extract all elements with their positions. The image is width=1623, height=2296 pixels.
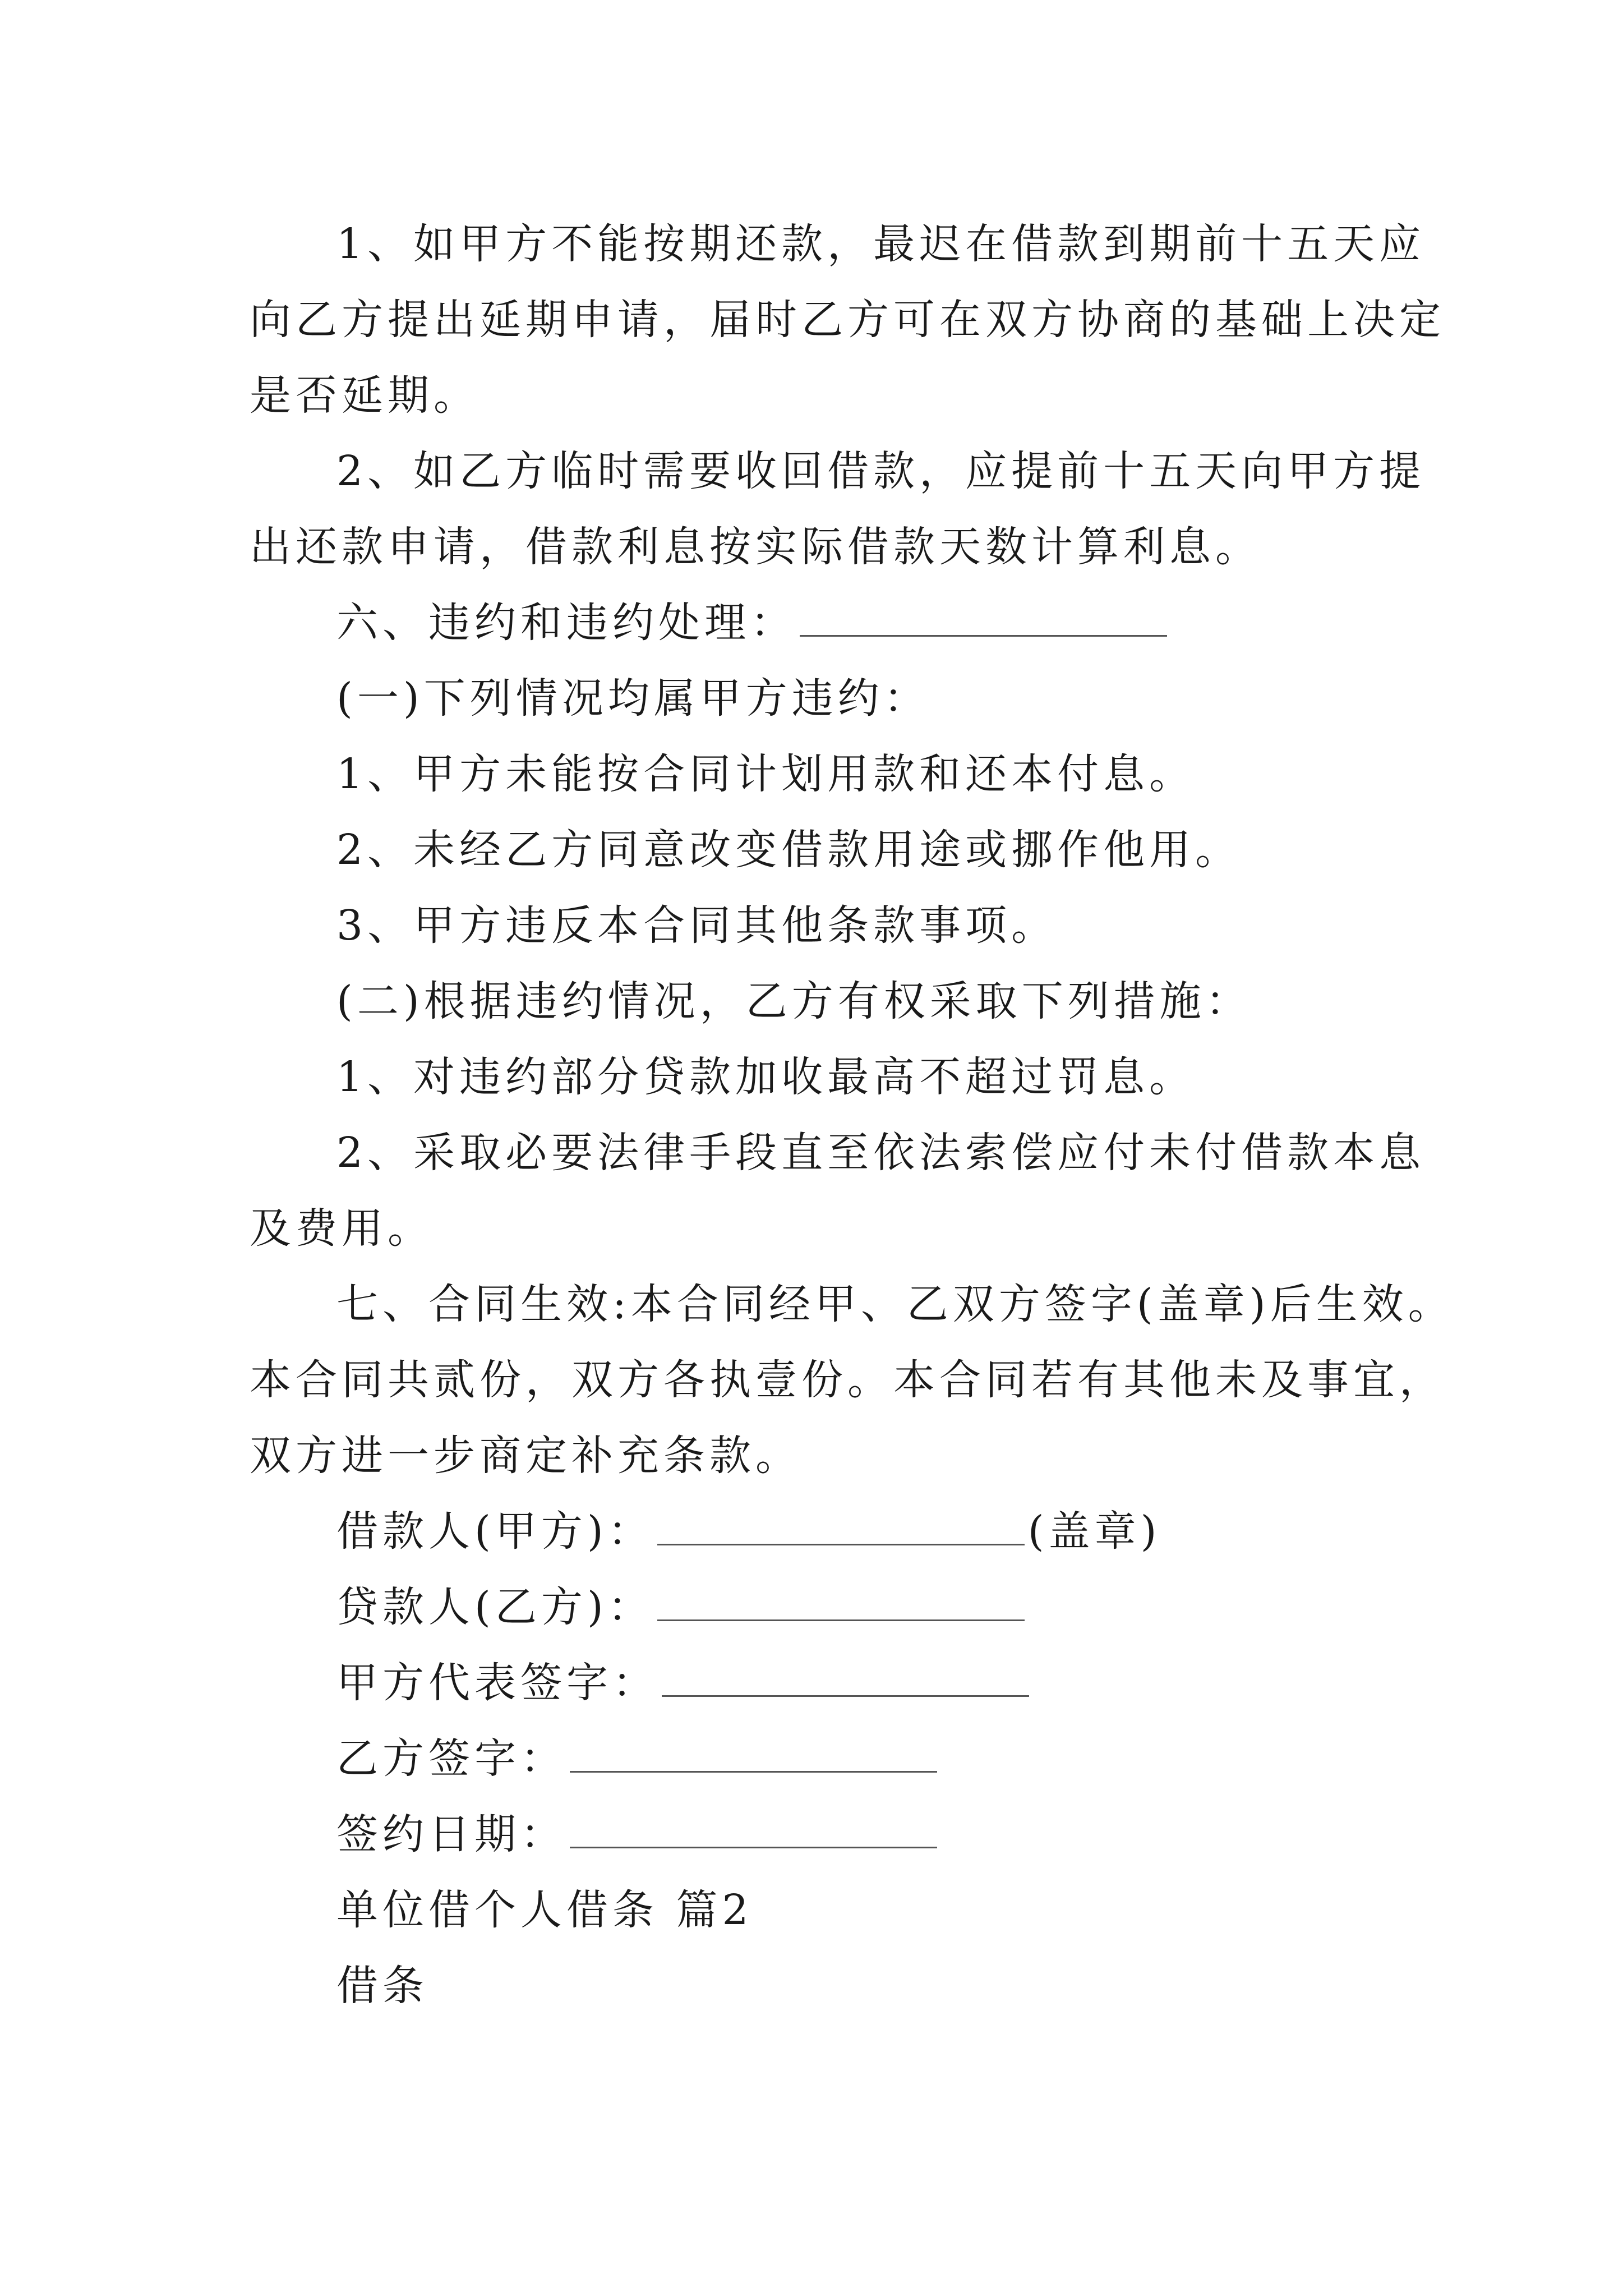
paragraph-line: (二)根据违约情况，乙方有权采取下列措施：: [336, 977, 1252, 1025]
signature-party-a-rep: [336, 1655, 1032, 1711]
sign-date-label: 签约日期：: [336, 1810, 566, 1858]
signature-lender: [336, 1579, 1028, 1635]
next-section-title: 单位借个人借条 篇2: [336, 1886, 753, 1934]
lender-blank[interactable]: [657, 1586, 1025, 1621]
paragraph-line: 出还款申请，借款利息按实际借款天数计算利息。: [250, 523, 1261, 571]
paragraph-line: 及费用。: [250, 1204, 434, 1253]
next-section-subtitle: 借条: [336, 1962, 428, 2010]
section-heading-breach: [336, 595, 1170, 651]
signature-borrower: [336, 1503, 1161, 1559]
paragraph-line: 是否延期。: [250, 371, 479, 420]
paragraph-line: 2、未经乙方同意改变借款用途或挪作他用。: [336, 826, 1242, 874]
paragraph-line: 本合同共贰份，双方各执壹份。本合同若有其他未及事宜，: [250, 1356, 1445, 1404]
paragraph-line: (一)下列情况均属甲方违约：: [336, 674, 930, 723]
party-b-sign-blank[interactable]: [570, 1737, 937, 1773]
paragraph-line: 2、采取必要法律手段直至依法索偿应付未付借款本息: [336, 1129, 1426, 1177]
seal-note: (盖章): [1027, 1507, 1161, 1556]
signature-date: [336, 1806, 940, 1862]
lender-label: 贷款人(乙方)：: [336, 1583, 654, 1631]
paragraph-line: 向乙方提出延期申请，届时乙方可在双方协商的基础上决定: [250, 296, 1445, 344]
section-heading-text: 六、违约和违约处理：: [336, 599, 796, 647]
party-b-sign-label: 乙方签字：: [336, 1734, 566, 1783]
paragraph-line: 3、甲方违反本合同其他条款事项。: [336, 901, 1058, 950]
paragraph-line: 1、对违约部分贷款加收最高不超过罚息。: [336, 1053, 1196, 1101]
paragraph-line: 1、甲方未能按合同计划用款和还本付息。: [336, 750, 1196, 798]
sign-date-blank[interactable]: [570, 1813, 937, 1848]
paragraph-line: 七、合同生效:本合同经甲、乙双方签字(盖章)后生效。: [336, 1280, 1454, 1328]
fill-in-blank[interactable]: [800, 601, 1167, 637]
paragraph-line: 1、如甲方不能按期还款，最迟在借款到期前十五天应: [336, 220, 1426, 268]
party-a-rep-blank[interactable]: [662, 1662, 1029, 1697]
party-a-rep-label: 甲方代表签字：: [336, 1659, 658, 1707]
signature-party-b: [336, 1731, 940, 1787]
paragraph-line: 2、如乙方临时需要收回借款，应提前十五天向甲方提: [336, 447, 1426, 495]
paragraph-line: 双方进一步商定补充条款。: [250, 1432, 801, 1480]
borrower-label: 借款人(甲方)：: [336, 1507, 654, 1556]
borrower-blank[interactable]: [657, 1510, 1025, 1545]
